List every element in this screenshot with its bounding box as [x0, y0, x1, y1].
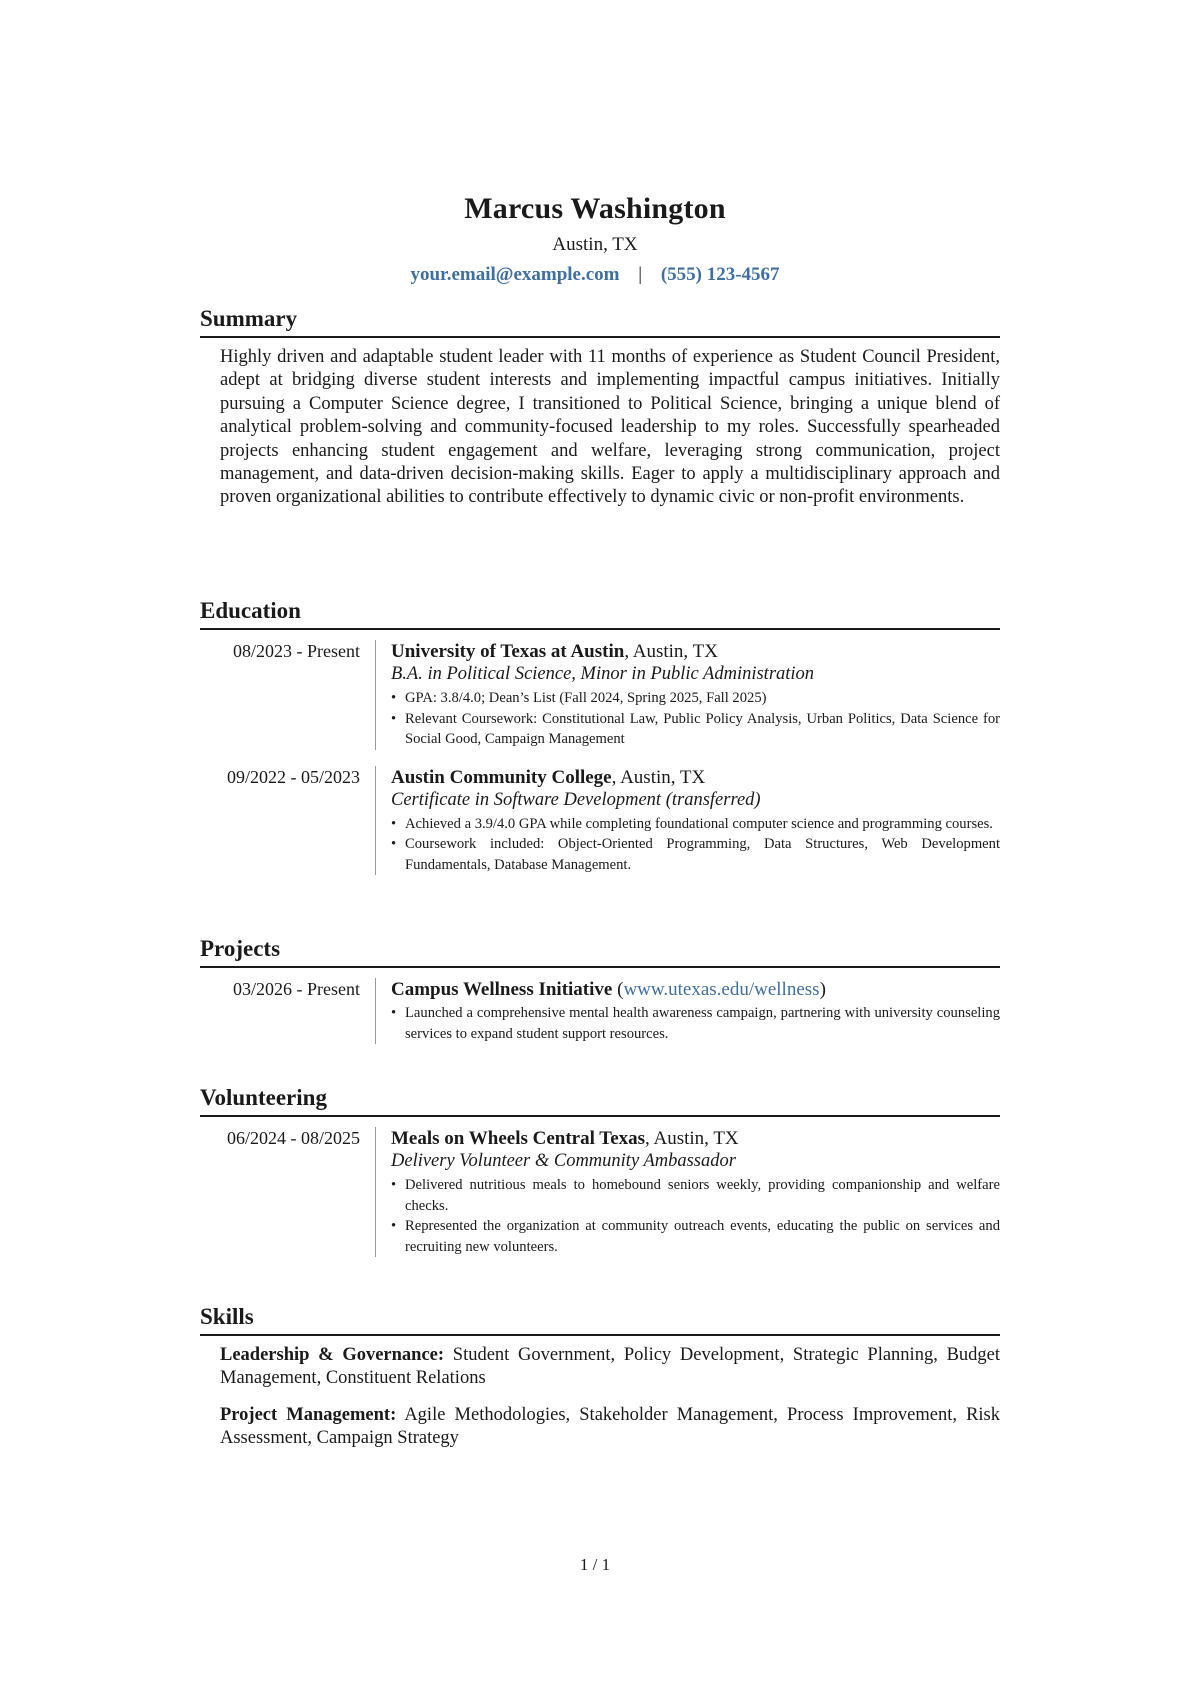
project-name: Campus Wellness Initiative	[391, 979, 613, 1000]
skill-item	[220, 1404, 1000, 1451]
skill-name: Leadership & Governance:	[220, 1345, 445, 1365]
bullet-list	[391, 688, 1000, 750]
projects-section	[200, 935, 1000, 1044]
skill-name: Project Management:	[220, 1404, 397, 1425]
organization-location: , Austin, TX	[645, 1128, 739, 1149]
role: Delivery Volunteer & Community Ambassador	[391, 1151, 736, 1171]
entry-date: 06/2024 - 08/2025	[227, 1128, 360, 1148]
project-entry	[200, 978, 1000, 1044]
bullet-list	[391, 814, 1000, 876]
degree: B.A. in Political Science, Minor in Public Administration	[391, 664, 815, 684]
skill-item	[220, 1344, 1000, 1391]
entry-body	[375, 766, 1000, 876]
paren-open: (	[612, 979, 624, 1000]
page-number: 1 / 1	[579, 1555, 611, 1574]
section-title-summary: Summary	[200, 305, 1000, 338]
bullet-list	[391, 1175, 1000, 1257]
summary-section	[200, 305, 1000, 510]
entry-body	[375, 978, 1000, 1044]
entry-date: 03/2026 - Present	[233, 979, 360, 999]
email-link[interactable]: your.email@example.com	[410, 264, 620, 285]
candidate-location: Austin, TX	[552, 234, 638, 255]
organization-name: Meals on Wheels Central Texas	[391, 1128, 646, 1149]
entry-date: 09/2022 - 05/2023	[227, 766, 360, 787]
bullet-item: • Delivered nutritious meals to homebound seniors weekly, providing companionship and welfare checks.	[391, 1175, 1000, 1216]
entry-title	[391, 640, 1000, 663]
education-entry	[200, 766, 1000, 876]
volunteering-section	[200, 1084, 1000, 1257]
institution-location: , Austin, TX	[624, 641, 718, 662]
section-title-education: Education	[200, 597, 1000, 630]
education-entry	[200, 640, 1000, 750]
entry-date: 08/2023 - Present	[233, 641, 360, 661]
institution-name: Austin Community College	[391, 766, 612, 788]
entry-title	[391, 766, 1000, 789]
institution-name: University of Texas at Austin	[391, 641, 625, 662]
contact-line	[0, 262, 1190, 288]
education-section	[200, 597, 1000, 875]
entry-body	[375, 640, 1000, 750]
candidate-name: Marcus Washington	[464, 192, 726, 225]
degree: Certificate in Software Development (transferred)	[391, 789, 761, 810]
entry-body	[375, 1127, 1000, 1257]
bullet-list	[391, 1003, 1000, 1044]
bullet-item: • Relevant Coursework: Constitutional Law, Public Policy Analysis, Urban Politics, Data Science for Social Good, Campaign Management	[391, 709, 1000, 750]
skills-section	[200, 1303, 1000, 1451]
institution-location: , Austin, TX	[611, 766, 706, 788]
skill-value: Student Government, Policy Development, Strategic Planning, Budget Management, Constituent Relations	[220, 1345, 1001, 1389]
contact-separator: |	[638, 264, 643, 285]
phone-link[interactable]: (555) 123-4567	[660, 264, 780, 285]
project-url-link[interactable]: www.utexas.edu/wellness	[623, 979, 820, 1000]
bullet-item: • Launched a comprehensive mental health awareness campaign, partnering with university counseling services to expand student support resources.	[391, 1003, 1000, 1044]
section-title-volunteering: Volunteering	[200, 1084, 1000, 1117]
bullet-item: • Achieved a 3.9/4.0 GPA while completing foundational computer science and programming courses.	[391, 814, 1000, 835]
section-title-skills: Skills	[200, 1303, 1000, 1336]
paren-close: )	[819, 979, 826, 1000]
entry-title	[391, 1127, 1000, 1150]
entry-title	[391, 978, 1000, 1001]
skill-value: Agile Methodologies, Stakeholder Management, Process Improvement, Risk Assessment, Campaign Strategy	[220, 1404, 1000, 1449]
bullet-item: • Coursework included: Object-Oriented Programming, Data Structures, Web Development Fundamentals, Database Management.	[391, 834, 1000, 875]
summary-text: Highly driven and adaptable student leader with 11 months of experience as Student Council President, adept at bridging diverse student interests and implementing impactful campus initiatives. Initially pursuing a Computer Science degree, I transitioned to Political Science, bringing a unique blend of analytical problem-solving and community-focused leadership to my roles. Successfully spearheaded projects enhancing student engagement and welfare, leveraging strong communication, project management, and data-driven decision-making skills. Eager to apply a multidisciplinary approach and proven organizational abilities to contribute effectively to dynamic civic or non-profit environments.	[220, 347, 1000, 508]
resume-header	[0, 190, 1190, 288]
volunteering-entry	[200, 1127, 1000, 1257]
bullet-item: • GPA: 3.8/4.0; Dean’s List (Fall 2024, Spring 2025, Fall 2025)	[391, 688, 1000, 709]
section-title-projects: Projects	[200, 935, 1000, 968]
bullet-item: • Represented the organization at community outreach events, educating the public on services and recruiting new volunteers.	[391, 1216, 1000, 1257]
